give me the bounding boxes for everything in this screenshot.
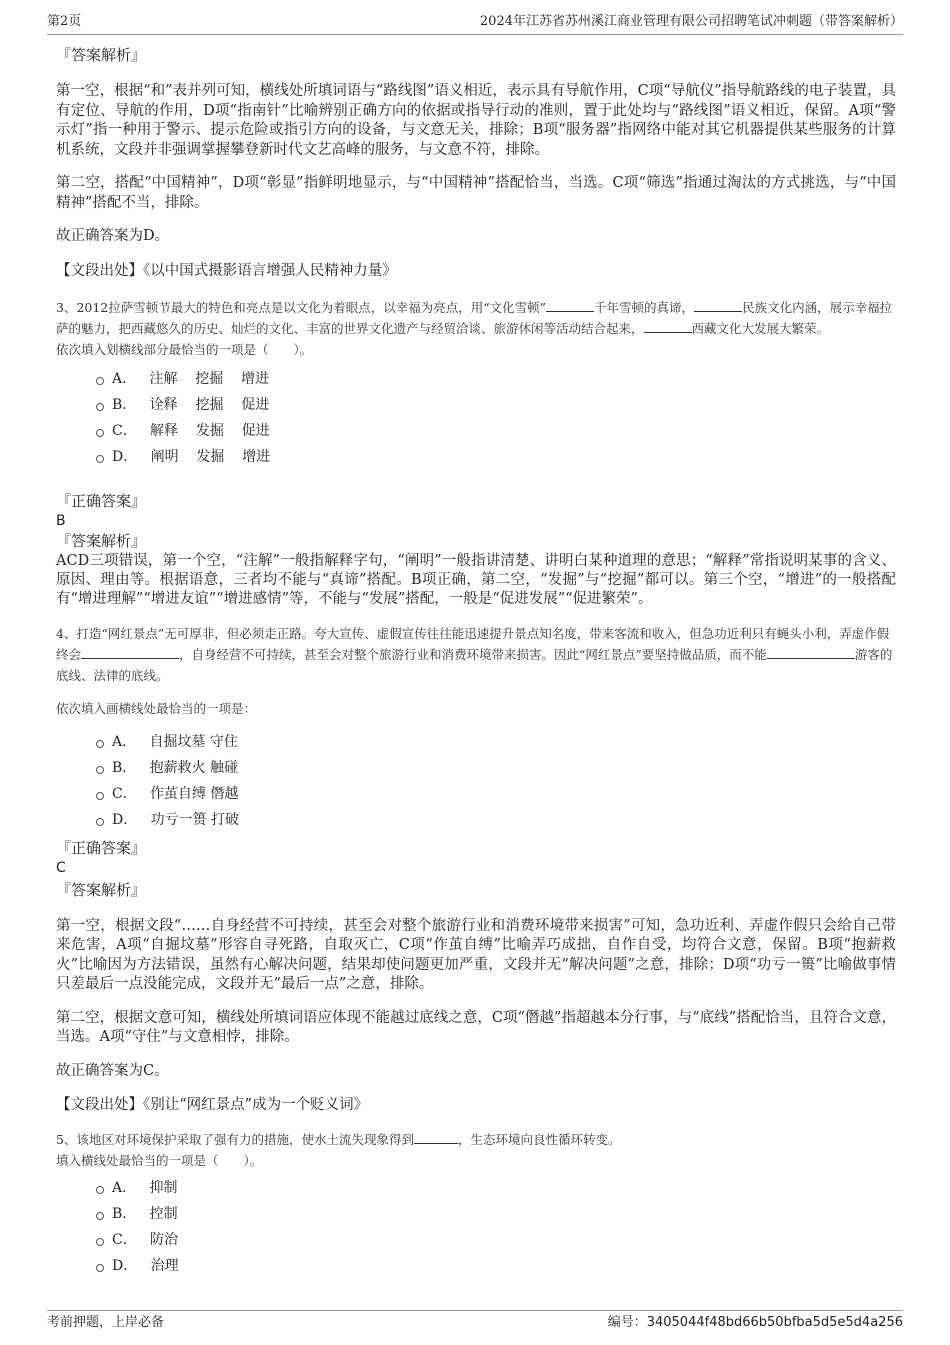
q4-option-b[interactable]: B． 抱薪救火 触碰 [96,755,896,781]
q2-analysis-p2: 第二空，搭配“中国精神”，D项“彰显”指鲜明地显示，与“中国精神”搭配恰当，当选。C项“筛选”指通过淘汰的方式挑选，与“中国精神”搭配不当，排除。 [56,175,896,211]
radio-icon[interactable] [96,818,104,826]
q3-option-c[interactable]: C． 解释 发掘 促进 [96,418,896,444]
q5-stem: 5、该地区对环境保护采取了强有力的措施，使水土流失现象得到 ，生态环境向良性循环转变。 [56,1129,896,1150]
q4-analysis-p3: 故正确答案为C。 [56,1062,169,1079]
q4-source [56,1095,896,1115]
radio-icon[interactable] [96,455,104,463]
radio-icon[interactable] [96,403,104,411]
q4-option-c[interactable]: C． 作茧自缚 僭越 [96,781,896,807]
q4-option-a[interactable]: A． 自掘坟墓 守住 [96,729,896,755]
q4-stem: 4、打造“网红景点”无可厚非，但必须走正路。夸大宣传、虚假宣传往往能迅速提升景点知名度，带来客流和收入，但急功近利只有蝇头小利，弄虚作假终会 ，自身经营不可持续，甚至会对整个旅游行业和消费环境带来损害。因此“网红景点”要坚持做品质，而不能 游客的底线、法律的底线。 [56,625,893,683]
q4-source-label: 【文段出处】 [56,1097,143,1113]
page-header [47,12,903,35]
q4-correct-answer: C [56,859,66,876]
q2-source [56,261,896,281]
radio-icon[interactable] [96,377,104,385]
q4-source-title: 《别让“网红景点”成为一个贬义词》 [143,1097,369,1113]
radio-icon[interactable] [96,1238,104,1246]
q5-options [96,1175,896,1279]
q3-options [96,366,896,470]
blank [81,644,179,659]
blank [414,1129,458,1144]
q3-analysis-label: 『答案解析』 [56,531,147,550]
footer-code: 编号：3405044f48bd66b50bfba5d5e5d4a256 [607,1315,903,1330]
document-title: 2024年江苏省苏州溪江商业管理有限公司招聘笔试冲刺题（带答案解析） [479,14,903,29]
q4-analysis-p2: 第二空，根据文意可知，横线处所填词语应体现不能越过底线之意，C项“僭越”指超越本分行事，与“底线”搭配恰当，且符合文意，当选。A项“守住”与文意相悖，排除。 [56,1009,896,1045]
q3-option-b[interactable]: B． 诠释 挖掘 促进 [96,392,896,418]
q4-correct-label: 『正确答案』 [56,838,147,857]
blank [644,318,692,333]
radio-icon[interactable] [96,740,104,748]
q3-correct-label: 『正确答案』 [56,491,147,510]
radio-icon[interactable] [96,1264,104,1272]
q5-option-d[interactable]: D． 治理 [96,1253,896,1279]
footer-slogan: 考前押题，上岸必备 [47,1315,165,1330]
q4-analysis-label: 『答案解析』 [56,880,147,899]
q2-source-label: 【文段出处】 [56,262,143,279]
q4-options [96,729,896,833]
radio-icon[interactable] [96,792,104,800]
q5-option-b[interactable]: B． 控制 [96,1201,896,1227]
q3-correct-answer: B [56,512,66,529]
page-number: 第2页 [47,14,82,29]
radio-icon[interactable] [96,1186,104,1194]
blank [546,297,594,312]
q5-option-c[interactable]: C． 防治 [96,1227,896,1253]
q4-instruction: 依次填入画横线处最恰当的一项是： [56,700,257,716]
q4-analysis-p1: 第一空，根据文段“……自身经营不可持续，甚至会对整个旅游行业和消费环境带来损害”可知，急功近利、弄虚作假只会给自己带来危害，A项“自掘坟墓”形容自寻死路，自取灭亡，C项“作茧自缚”比喻弄巧成拙，自作自受，均符合文意，保留。B项“抱薪救火”比喻因为方法错误，虽然有心解决问题，结果却使问题更加严重，文段并无“解决问题”之意，排除；D项“功亏一篑”比喻做事情只差最后一点没能完成，文段并无“最后一点”之意，排除。 [56,917,896,992]
q2-analysis-label: 『答案解析』 [56,46,147,64]
q5-option-a[interactable]: A． 抑制 [96,1175,896,1201]
q2-analysis-p3: 故正确答案为D。 [56,228,170,244]
q3-analysis: ACD三项错误，第一个空，“注解”一般指解释字句，“阐明”一般指讲清楚、讲明白某种道理的意思；“解释”常指说明某事的含义、原因、理由等。根据语意，三者均不能与“真谛”搭配。B项正确，第二空，“发掘”与“挖掘”都可以。第三个空，“增进”的一般搭配有“增进理解”“增进友谊”“增进感情”等，不能与“发展”搭配，一般是“促进发展”“促进繁荣”。 [56,552,896,607]
radio-icon[interactable] [96,766,104,774]
q3-option-d[interactable]: D． 阐明 发掘 增进 [96,444,896,470]
page-content [56,40,896,1279]
blank [694,297,742,312]
page-footer [47,1310,903,1335]
radio-icon[interactable] [96,1212,104,1220]
q3-option-a[interactable]: A． 注解 挖掘 增进 [96,366,896,392]
q2-analysis-p1: 第一空，根据“和”表并列可知，横线处所填词语与“路线图”语义相近，表示具有导航作用，C项“导航仪”指导航路线的电子装置，具有定位、导航的作用，D项“指南针”比喻辨别正确方向的依据或指导行动的准则，置于此处均与“路线图”语义相近，保留。A项“警示灯”指一种用于警示、提示危险或指引方向的设备，与文意无关，排除；B项“服务器”指网络中能对其它机器提供某些服务的计算机系统，文段并非强调掌握攀登新时代文艺高峰的服务，与文意不符，排除。 [56,83,897,158]
q3-instruction: 依次填入划横线部分最恰当的一项是（ ）。 [56,341,313,357]
blank [767,644,855,659]
q4-option-d[interactable]: D． 功亏一篑 打破 [96,807,896,833]
q5-instruction: 填入横线处最恰当的一项是（ ）。 [56,1153,263,1168]
q3-stem: 3、2012拉萨雪顿节最大的特色和亮点是以文化为着眼点，以幸福为亮点，用“文化雪顿” 千年雪顿的真谛， 民族文化内涵，展示幸福拉萨的魅力，把西藏悠久的历史、灿烂的文化、丰富的世界文化遗产与经贸洽谈、旅游休闲等活动结合起来， 西藏文化大发展大繁荣。 [56,297,896,339]
q2-source-title: 《以中国式摄影语言增强人民精神力量》 [143,262,397,279]
radio-icon[interactable] [96,429,104,437]
